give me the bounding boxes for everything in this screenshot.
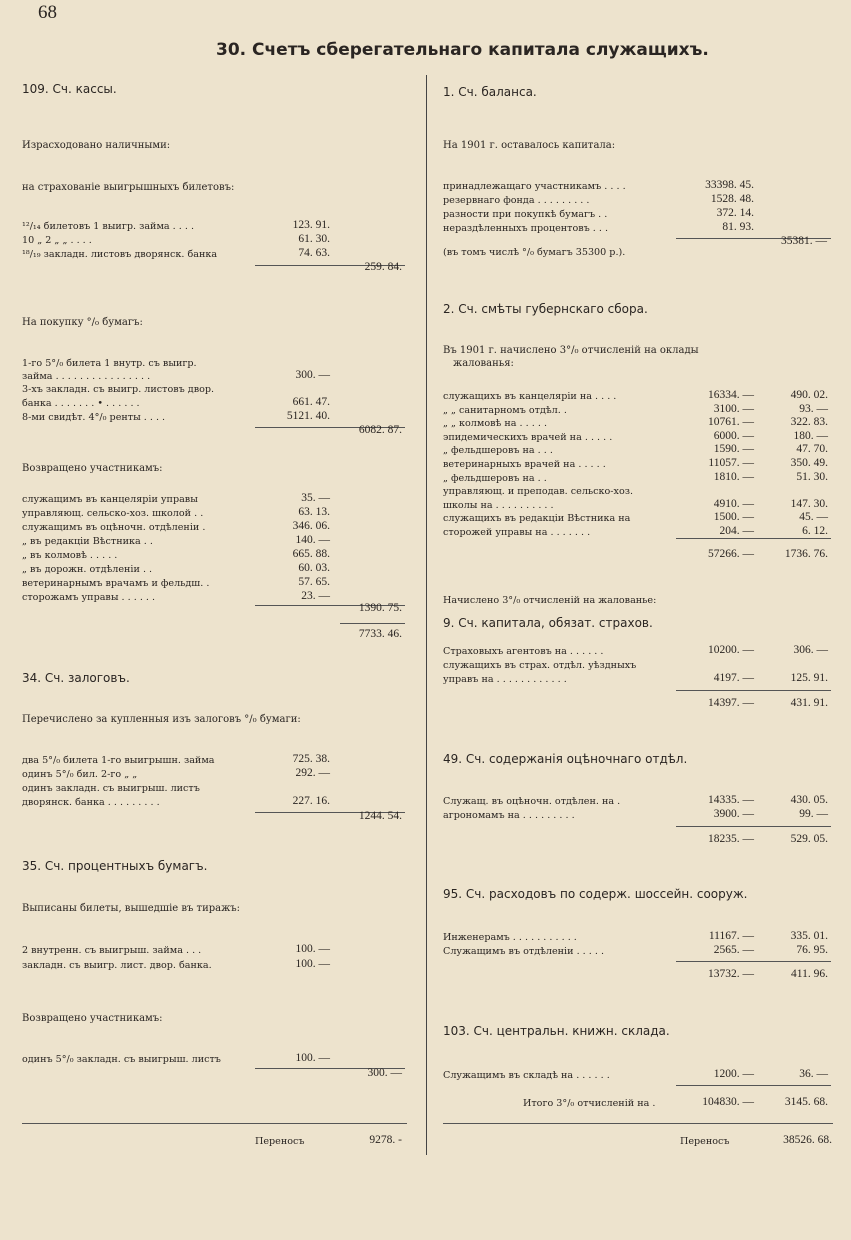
ledger-row-value: 47. 70. [796, 443, 828, 456]
section-2-sub: Въ 1901 г. начислено 3°/₀ отчисленій на оклады [443, 345, 699, 356]
ledger-row-label: два 5°/₀ билета 1-го выигрышн. займа [22, 755, 215, 766]
ledger-row-value: 372. 14. [716, 207, 754, 219]
ledger-row-value: 147. 30. [790, 497, 828, 510]
sum-rule [676, 961, 831, 962]
ledger-row-value: 1200. — [713, 1068, 754, 1080]
ledger-row-label: одинъ закладн. съ выигрыш. листъ [22, 783, 200, 794]
ledger-row-value: 10200. — [708, 644, 754, 656]
ledger-row-label: управъ на . . . . . . . . . . . . [443, 674, 567, 685]
ledger-row-label: займа . . . . . . . . . . . . . . . . [22, 371, 151, 382]
section-35-sub: Выписаны билеты, вышедшіе въ тиражъ: [22, 903, 241, 914]
ledger-row-value: 16334. — [708, 389, 754, 401]
ledger-row-value: 1500. — [713, 511, 754, 524]
ledger-row-label: Служащ. въ оцѣночн. отдѣлен. на . [443, 796, 621, 807]
ledger-row-label: „ „ колмовѣ на . . . . . [443, 418, 547, 430]
grand-total-value: 3145. 68. [784, 1096, 828, 1108]
ledger-row-value: 57. 65. [298, 576, 330, 588]
ledger-row-value: 204. — [719, 525, 754, 537]
section-total: 7733. 46. [358, 628, 402, 640]
ledger-row-label: служащихъ въ редакціи Вѣстника на [443, 513, 631, 525]
section-34-heading: 34. Сч. залоговъ. [22, 671, 130, 685]
ledger-row-value: 60. 03. [298, 562, 330, 574]
ledger-row-label: „ фельдшеровъ на . . [443, 472, 547, 484]
column-total: 18235. — [708, 833, 754, 845]
ledger-row-label: ветеринарныхъ врачей на . . . . . [443, 459, 606, 470]
ledger-row-value: 125. 91. [790, 672, 828, 684]
ledger-row-label: 1-го 5°/₀ билета 1 внутр. съ выигр. [22, 358, 197, 369]
ledger-row-value: 6. 12. [802, 525, 828, 537]
section-109-heading: 109. Сч. кассы. [22, 82, 117, 96]
carry-label: Переносъ [255, 1136, 305, 1147]
grand-total-value: 104830. — [702, 1096, 754, 1108]
ledger-row-label: „ „ санитарномъ отдѣл. . [443, 404, 567, 416]
column-total: 529. 05. [790, 833, 828, 845]
section-95-heading: 95. Сч. расходовъ по содерж. шоссейн. сооруж. [443, 887, 748, 901]
section-1-sub: На 1901 г. оставалось капитала: [443, 140, 616, 151]
ledger-row-value: 335. 01. [790, 930, 828, 942]
ledger-row-label: резервнаго фонда . . . . . . . . . [443, 195, 590, 206]
ledger-row-label: банка . . . . . . . • . . . . . . [22, 398, 140, 409]
section-9-heading: 9. Сч. капитала, обязат. страхов. [443, 616, 653, 630]
ledger-row-label: Страховыхъ агентовъ на . . . . . . [443, 646, 604, 657]
ledger-row-label: управляющ. сельско-хоз. школой . . [22, 508, 204, 519]
ledger-row-label: эпидемическихъ врачей на . . . . . [443, 431, 613, 443]
ledger-row-label: 2 внутренн. съ выигрыш. займа . . . [22, 945, 202, 956]
ledger-row-label: ¹²/₁₄ билетовъ 1 выигр. займа . . . . [22, 221, 195, 232]
ledger-row-label: ¹⁸/₁₉ закладн. листовъ дворянск. банка [22, 249, 218, 260]
ledger-row-value: 93. — [799, 402, 828, 415]
ledger-row-value: 11167. — [708, 930, 754, 942]
ledger-row-label: „ фельдшеровъ на . . . [443, 445, 553, 457]
column-total: 13732. — [708, 968, 754, 980]
ledger-row-label: „ въ колмовѣ . . . . . [22, 550, 118, 561]
section-34-sub: Перечислено за купленныя изъ залоговъ °/₀ бумаги: [22, 714, 301, 725]
ledger-row-label: „ въ редакціи Вѣстника . . [22, 536, 153, 547]
ledger-row-value: 490. 02. [790, 389, 828, 401]
ledger-row-value: 306. — [793, 644, 828, 656]
ledger-row-value: 430. 05. [790, 794, 828, 806]
ledger-row-value: 51. 30. [796, 470, 828, 483]
ledger-row-label: сторожамъ управы . . . . . . [22, 592, 156, 603]
ledger-row-label: принадлежащаго участникамъ . . . . [443, 181, 626, 192]
ledger-row-label: управляющ. и преподав. сельско-хоз. [443, 486, 633, 498]
subtotal: 1390. 75. [358, 602, 402, 614]
ledger-row-label: служащимъ въ оцѣночн. отдѣленіи . [22, 522, 206, 533]
ledger-row-label: 8-ми свидѣт. 4°/₀ ренты . . . . [22, 412, 166, 423]
sum-rule [676, 690, 831, 691]
subtotal: 259. 84. [364, 261, 402, 273]
ledger-row-value: 61. 30. [298, 233, 330, 245]
ledger-row-label: „ въ дорожн. отдѣленіи . . [22, 564, 153, 575]
ledger-row-value: 725. 38. [292, 753, 330, 765]
carry-value: 38526. 68. [783, 1134, 832, 1146]
ledger-row-value: 23. — [301, 590, 330, 602]
column-total: 431. 91. [790, 697, 828, 709]
page-title: 30. Счетъ сберегательнаго капитала служащихъ. [216, 40, 709, 60]
ledger-row-label: ветеринарнымъ врачамъ и фельдш. . [22, 578, 210, 589]
ledger-row-value: 10761. — [708, 416, 754, 429]
ledger-row-value: 100. — [295, 1052, 330, 1064]
ledger-row-label: одинъ 5°/₀ закладн. съ выигрыш. листъ [22, 1054, 221, 1065]
ledger-row-value: 292. — [295, 767, 330, 779]
ledger-row-value: 33398. 45. [705, 179, 754, 191]
column-total: 57266. — [708, 548, 754, 560]
ledger-row-value: 4197. — [713, 672, 754, 684]
ledger-row-value: 350. 49. [790, 457, 828, 469]
section-2-heading: 2. Сч. смѣты губернскаго сбора. [443, 302, 648, 316]
section-109-sub: Израсходовано наличными: [22, 140, 171, 151]
ledger-row-label: 10 „ 2 „ „ . . . . [22, 235, 92, 246]
ledger-row-label: служащимъ въ канцеляріи управы [22, 494, 198, 505]
section-2-sub: жалованья: [453, 358, 514, 369]
ledger-row-value: 180. — [793, 429, 828, 442]
section-total: 1244. 54. [358, 810, 402, 822]
ledger-row-value: 63. 13. [298, 506, 330, 518]
ledger-row-value: 346. 06. [292, 520, 330, 532]
ledger-row-label: агрономамъ на . . . . . . . . . [443, 810, 575, 821]
ledger-row-label: закладн. съ выигр. лист. двор. банка. [22, 960, 212, 971]
ledger-row-value: 3100. — [713, 402, 754, 415]
ledger-row-value: 100. — [295, 943, 330, 955]
section-109-sub: на страхованіе выигрышныхъ билетовъ: [22, 182, 235, 193]
ledger-row-value: 1528. 48. [710, 193, 754, 205]
section-109-sub: На покупку °/₀ бумагъ: [22, 317, 143, 328]
note: (въ томъ числѣ °/₀ бумагъ 35300 р.). [443, 247, 626, 258]
ledger-row-label: служащихъ въ канцеляріи на . . . . [443, 391, 617, 402]
column-total: 1736. 76. [784, 548, 828, 560]
ledger-row-value: 100. — [295, 958, 330, 970]
ledger-row-label: дворянск. банка . . . . . . . . . [22, 797, 160, 808]
ledger-row-value: 300. — [295, 369, 330, 381]
ledger-row-label: разности при покупкѣ бумагъ . . [443, 209, 608, 220]
section-1-heading: 1. Сч. баланса. [443, 85, 537, 99]
ledger-row-value: 123. 91. [292, 219, 330, 231]
column-total: 14397. — [708, 697, 754, 709]
ledger-row-value: 81. 93. [722, 221, 754, 233]
section-9-pre: Начислено 3°/₀ отчисленій на жалованье: [443, 595, 657, 606]
section-35-heading: 35. Сч. процентныхъ бумагъ. [22, 859, 208, 873]
ledger-row-value: 6000. — [713, 429, 754, 442]
ledger-row-value: 3900. — [713, 808, 754, 820]
section-103-heading: 103. Сч. центральн. книжн. склада. [443, 1024, 670, 1038]
sum-rule [676, 538, 831, 539]
page-number: 68 [38, 2, 57, 23]
section-49-heading: 49. Сч. содержанія оцѣночнаго отдѣл. [443, 752, 688, 766]
ledger-row-value: 1590. — [713, 443, 754, 456]
ledger-row-label: одинъ 5°/₀ бил. 2-го „ „ [22, 769, 138, 780]
ledger-row-value: 74. 63. [298, 247, 330, 259]
ledger-row-value: 35. — [301, 492, 330, 504]
sum-rule [676, 826, 831, 827]
ledger-row-value: 661. 47. [292, 396, 330, 408]
ledger-row-value: 2565. — [713, 944, 754, 956]
ledger-row-value: 140. — [295, 534, 330, 546]
grand-total-label: Итого 3°/₀ отчисленій на . [523, 1098, 656, 1109]
ledger-row-label: сторожей управы на . . . . . . . [443, 527, 591, 538]
ledger-row-value: 4910. — [713, 497, 754, 510]
ledger-row-label: Служащимъ въ отдѣленіи . . . . . [443, 946, 605, 957]
ledger-row-label: Служащимъ въ складѣ на . . . . . . [443, 1070, 610, 1081]
ledger-row-value: 36. — [799, 1068, 828, 1080]
ledger-row-value: 99. — [799, 808, 828, 820]
subtotal: 6082. 87. [358, 424, 402, 436]
column-total: 411. 96. [791, 968, 828, 980]
ledger-row-value: 14335. — [708, 794, 754, 806]
sum-rule [676, 1085, 831, 1086]
carry-rule [443, 1123, 833, 1124]
column-divider [426, 75, 427, 1155]
ledger-row-value: 45. — [799, 511, 828, 524]
section-total: 35381. — [781, 235, 827, 247]
ledger-row-value: 5121. 40. [286, 410, 330, 422]
carry-value: 9278. - [369, 1134, 402, 1146]
carry-label: Переносъ [680, 1136, 730, 1147]
section-35-sub: Возвращено участникамъ: [22, 1013, 163, 1024]
ledger-row-value: 76. 95. [796, 944, 828, 956]
ledger-row-label: Инженерамъ . . . . . . . . . . . [443, 932, 577, 943]
ledger-row-value: 322. 83. [790, 416, 828, 429]
ledger-row-label: 3-хъ закладн. съ выигр. листовъ двор. [22, 384, 215, 395]
section-109-sub: Возвращено участникамъ: [22, 463, 163, 474]
sum-rule [340, 623, 405, 624]
section-total: 300. — [367, 1067, 402, 1079]
ledger-row-value: 1810. — [713, 470, 754, 483]
ledger-row-value: 227. 16. [292, 795, 330, 807]
ledger-row-value: 665. 88. [292, 548, 330, 560]
carry-rule [22, 1123, 407, 1124]
ledger-row-value: 11057. — [708, 457, 754, 469]
ledger-row-label: служащихъ въ страх. отдѣл. уѣздныхъ [443, 660, 637, 671]
ledger-row-label: школы на . . . . . . . . . . [443, 499, 554, 511]
ledger-row-label: нераздѣленныхъ процентовъ . . . [443, 223, 609, 234]
